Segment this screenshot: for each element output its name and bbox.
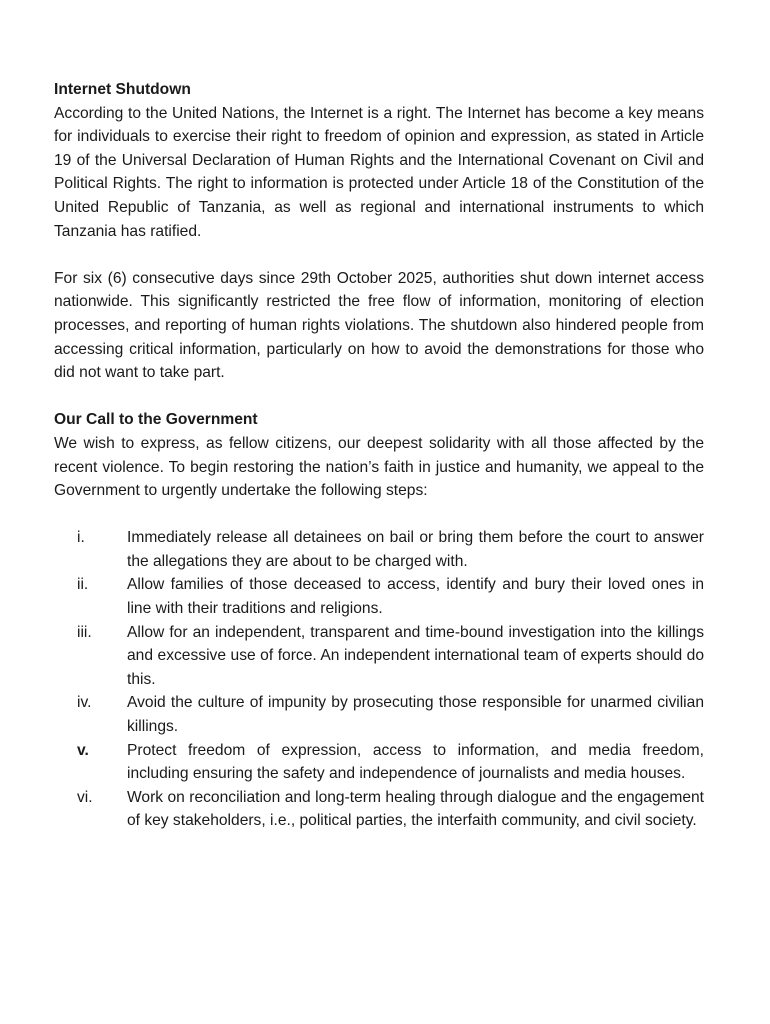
paragraph-spacer xyxy=(54,503,704,527)
list-item-text: Protect freedom of expression, access to information, and media freedom, including ensuring the safety and independence of journalists and media houses. xyxy=(127,741,704,783)
document-page xyxy=(54,78,704,833)
section-heading-internet-shutdown: Internet Shutdown xyxy=(54,81,191,98)
list-item xyxy=(54,739,704,786)
paragraph-spacer xyxy=(54,243,704,267)
list-item-text: Immediately release all detainees on bail or bring them before the court to answer the allegations they are about to be charged with. xyxy=(127,529,704,570)
list-numeral: v. xyxy=(77,741,89,759)
list-numeral: i. xyxy=(77,529,85,547)
list-item-text: Work on reconciliation and long-term healing through dialogue and the engagement of key stakeholders, i.e., political parties, the interfaith community, and civil society. xyxy=(127,788,704,830)
paragraph-shutdown-details: For six (6) consecutive days since 29th October 2025, authorities shut down internet access nationwide. This significantly restricted the free flow of information, monitoring of election processes, and reporting of human rights violations. The shutdown also hindered people from accessing critical information, particularly on how to avoid the demonstrations for those who did not want to take part. xyxy=(54,269,704,382)
section-heading-call-to-government: Our Call to the Government xyxy=(54,411,258,429)
list-item xyxy=(54,786,704,833)
paragraph-internet-right: According to the United Nations, the Internet is a right. The Internet has become a key means for individuals to exercise their right to freedom of opinion and expression, as stated in Article 19 of the Universal Declaration of Human Rights and the International Covenant on Civil and Political Rights. The right to information is protected under Article 18 of the Constitution of the United Republic of Tanzania, as well as regional and international instruments to which Tanzania has ratified. xyxy=(54,104,704,240)
list-item-text: Allow families of those deceased to access, identify and bury their loved ones in line with their traditions and religions. xyxy=(127,576,704,618)
list-numeral: vi. xyxy=(77,788,93,806)
list-item xyxy=(54,691,704,738)
list-item xyxy=(54,621,704,692)
list-item-text: Allow for an independent, transparent and time-bound investigation into the killings and excessive use of force. An independent international team of experts should do this. xyxy=(127,623,704,688)
paragraph-solidarity: We wish to express, as fellow citizens, our deepest solidarity with all those affected by the recent violence. To begin restoring the nation’s faith in justice and humanity, we appeal to the Government to urgently undertake the following steps: xyxy=(54,434,704,500)
list-item xyxy=(54,526,704,573)
list-item-text: Avoid the culture of impunity by prosecuting those responsible for unarmed civilian killings. xyxy=(127,694,704,736)
list-numeral: ii. xyxy=(77,576,89,594)
list-numeral: iii. xyxy=(77,623,92,641)
list-numeral: iv. xyxy=(77,694,92,712)
paragraph-spacer xyxy=(54,385,704,409)
list-item xyxy=(54,573,704,620)
demands-list xyxy=(54,526,704,833)
